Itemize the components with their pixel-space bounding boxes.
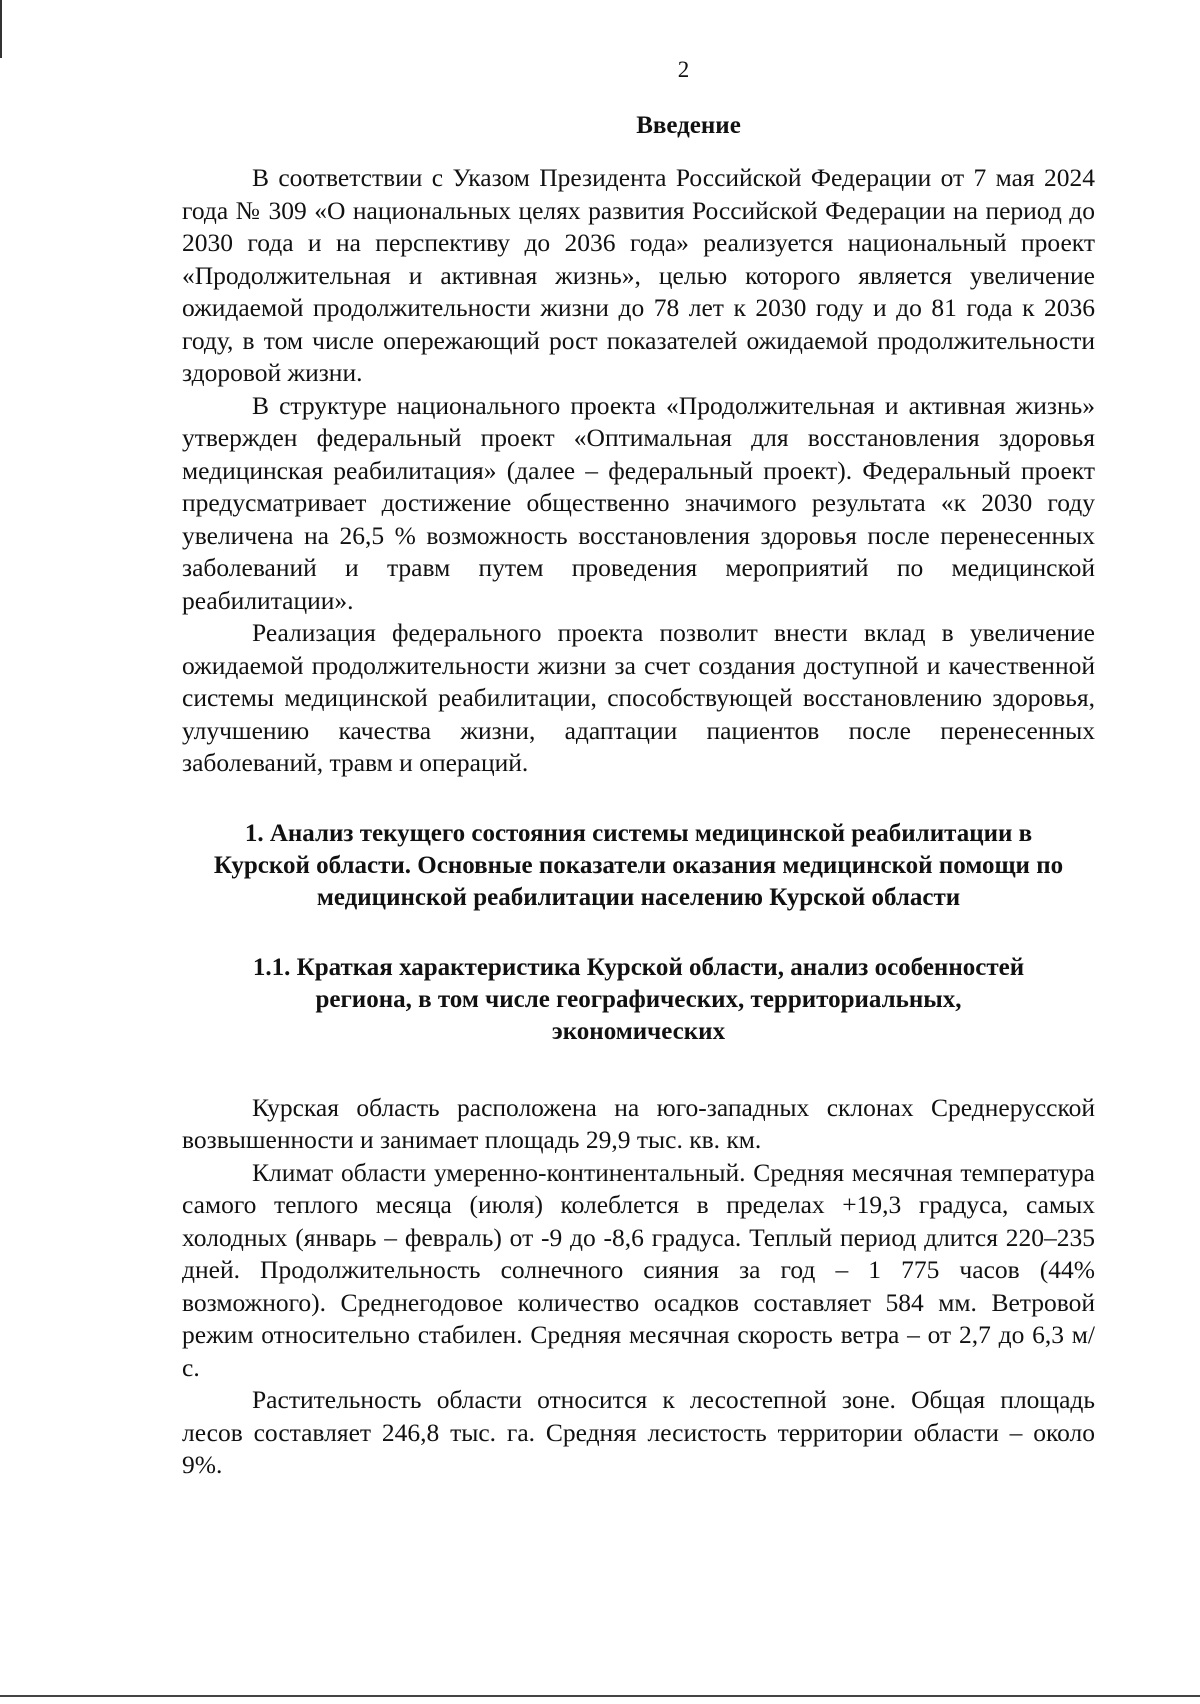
intro-paragraph-2: В структуре национального проекта «Продолжительная и активная жизнь» утвержден федеральный проект «Оптимальная для восстановления здоровья медицинская реабилитация» (далее – федеральный проект). Федеральный проект предусматривает достижение общественно значимого результата «к 2030 году увеличена на 26,5 % возможность восстановления здоровья после перенесенных заболеваний и травм путем проведения мероприятий по медицинской реабилитации». — [182, 390, 1095, 615]
page-number: 2 — [677, 57, 690, 82]
scan-edge-left — [0, 0, 2, 58]
section-1-heading: 1. Анализ текущего состояния системы медицинской реабилитации в Курской области. Основные показатели оказания медицинской помощи по медицинской реабилитации населению Курской области — [213, 819, 1064, 911]
intro-paragraph-3: Реализация федерального проекта позволит внести вклад в увеличение ожидаемой продолжительности жизни за счет создания доступной и качественной системы медицинской реабилитации, способствующей восстановлению здоровья, улучшению качества жизни, адаптации пациентов после перенесенных заболеваний, травм и операций. — [182, 618, 1095, 777]
intro-paragraph-1: В соответствии с Указом Президента Российской Федерации от 7 мая 2024 года № 309 «О национальных целях развития Российской Федерации на период до 2030 года и на перспективу до 2036 года» реализуется национальный проект «Продолжительная и активная жизнь», целью которого является увеличение ожидаемой продолжительности жизни до 78 лет к 2030 году и до 81 года к 2036 году, в том числе опережающий рост показателей ожидаемой продолжительности здоровой жизни. — [182, 163, 1095, 387]
document-page — [182, 56, 1095, 1482]
scan-edge-bottom — [0, 1695, 1200, 1697]
section-1-1-heading: 1.1. Краткая характеристика Курской области, анализ особенностей региона, в том числе географических, территориальных, экономических — [252, 953, 1025, 1045]
region-paragraph-3: Растительность области относится к лесостепной зоне. Общая площадь лесов составляет 246,8 тыс. га. Средняя лесистость территории области – около 9%. — [182, 1385, 1095, 1479]
region-paragraph-1: Курская область расположена на юго-западных склонах Среднерусской возвышенности и занимает площадь 29,9 тыс. кв. км. — [182, 1092, 1095, 1154]
region-paragraph-2: Климат области умеренно-континентальный. Средняя месячная температура самого теплого месяца (июля) колеблется в пределах +19,3 градуса, самых холодных (январь – февраль) от -9 до -8,6 градуса. Теплый период длится 220–235 дней. Продолжительность солнечного сияния за год – 1 775 часов (44% возможного). Среднегодовое количество осадков составляет 584 мм. Ветровой режим относительно стабилен. Средняя месячная скорость ветра – от 2,7 до 6,3 м/с. — [182, 1157, 1095, 1382]
intro-heading: Введение — [636, 112, 741, 139]
